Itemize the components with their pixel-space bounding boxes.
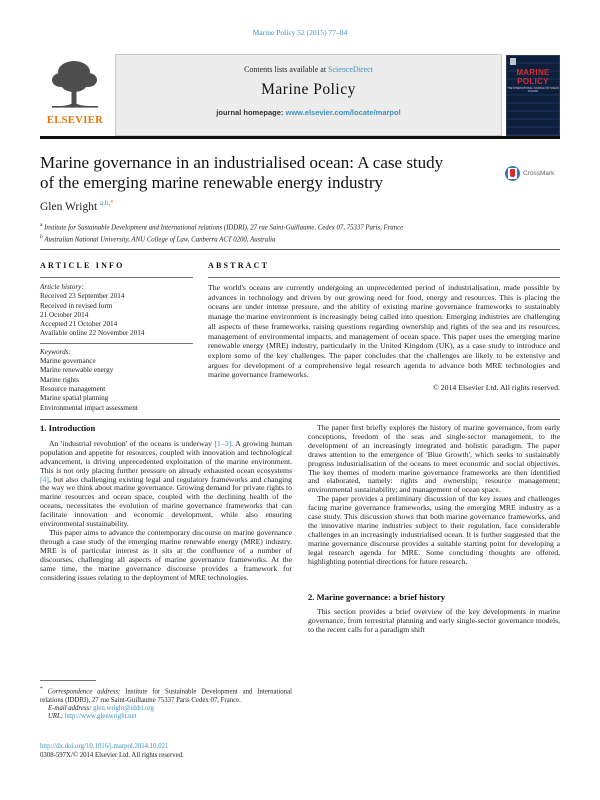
journal-homepage-line [116, 108, 501, 117]
crossmark-label: CrossMark [523, 169, 555, 177]
cover-title-line2: POLICY [517, 77, 549, 86]
journal-header [40, 54, 560, 136]
section-2-paragraph-1: This section provides a brief overview of the key developments in marine governance, from terrestrial planning and early single-sector governance models, to the recent calls for a paradigm shift [308, 607, 560, 635]
intro-p1-text: An 'industrial revolution' of the oceans is underway [49, 438, 215, 448]
affiliation-a [40, 221, 403, 233]
article-info-divider [40, 343, 193, 344]
article-title-line1: Marine governance in an industrialised ocean: A case study [40, 153, 444, 172]
abstract-bottom-rule [40, 419, 560, 420]
header-divider [40, 136, 560, 139]
author-url-link[interactable]: http://www.glenwright.net [64, 713, 137, 721]
abstract-heading: ABSTRACT [208, 261, 270, 270]
homepage-label: journal homepage: [216, 108, 286, 117]
body-right-column [308, 424, 560, 635]
article-info-heading: ARTICLE INFO [40, 261, 125, 270]
footnote-star: * [40, 686, 43, 692]
article-title [40, 153, 500, 193]
body-left-column [40, 424, 292, 582]
keyword-item: Marine spatial planning [40, 394, 109, 403]
history-item: Available online 22 November 2014 [40, 329, 145, 338]
elsevier-logo[interactable] [40, 56, 110, 136]
affiliation-a-text: Institute for Sustainable Development and International relations (IDDRI), 27 rue Saint-Guillaume, Cedex 07, 75337 Paris, France [42, 224, 404, 232]
intro-paragraph-2: This paper aims to advance the contemporary discourse on marine governance through a case study of the emerging marine renewable energy (MRE) industry. MRE is of particular interest as it sits at the confluence of a number of discourses, challenging all aspects of marine governance frameworks. At the same time, the marine governance discourse provides a framework for considering issues relating to the deployment of MRE technologies. [40, 527, 292, 582]
sciencedirect-link[interactable]: ScienceDirect [328, 65, 373, 74]
cover-publisher-mark [510, 58, 516, 65]
article-info-block [40, 283, 195, 413]
affiliations [40, 221, 403, 245]
correspondence-text: Institute for Sustainable Development and International relations (IDDRI), 27 rue Saint-Guillaume 75337 Paris Cedex 07, France. [40, 688, 292, 704]
section-2-heading: 2. Marine governance: a brief history [308, 591, 445, 602]
history-item: Accepted 21 October 2014 [40, 320, 118, 329]
article-info-heading-rule [40, 277, 193, 278]
history-item: Received in revised form [40, 301, 113, 310]
affiliation-b [40, 233, 403, 245]
doi-link[interactable]: http://dx.doi.org/10.1016/j.marpol.2014.10.021 [40, 743, 169, 750]
url-label: URL: [48, 713, 65, 721]
affiliation-a-sup: a [40, 222, 43, 228]
keywords-label: Keywords: [40, 347, 71, 356]
crossmark-icon [505, 166, 520, 181]
affiliation-b-sup: b [40, 233, 43, 240]
email-label: E-mail address: [48, 705, 94, 713]
email-line [40, 705, 292, 713]
issn-copyright-line: 0308-597X/© 2014 Elsevier Ltd. All rights reserved. [40, 752, 184, 759]
affiliation-b-text: Australian National University, ANU College of Law, Canberra ACT 0200, Australia [42, 236, 276, 244]
author-correspondence-sup[interactable]: * [110, 199, 114, 207]
author-name: Glen Wright [40, 200, 98, 213]
article-title-line2: of the emerging marine renewable energy industry [40, 173, 384, 192]
citation-link-1-3[interactable]: [1–3] [214, 438, 232, 448]
email-link[interactable]: glen.wright@iddri.org [93, 705, 154, 713]
intro-paragraph-1 [40, 440, 292, 529]
history-item: 21 October 2014 [40, 310, 89, 319]
cover-title [507, 68, 559, 86]
intro-p1-text: . A growing human population and appetite for resources, coupled with innovation and technological advancement, is driving unprecedented exploitation of the marine environment. This is not only placing further pressure on already exhausted ocean ecosystems [40, 438, 293, 475]
elsevier-tree-icon [48, 56, 102, 112]
footnote-rule [40, 680, 96, 681]
correspondence-footnote [40, 680, 292, 722]
abstract-copyright: © 2014 Elsevier Ltd. All rights reserved. [432, 383, 560, 393]
abstract-text: The world's oceans are currently undergoing an unprecedented period of industrialisation, made possible by advances in technology and driven by our growing need for food, energy and resources. This is placing the oceans are under intense pressure, and the ability of existing marine governance frameworks to sustainably manage the marine environment is increasingly being called into question. Emerging industries are challenging all aspects of these frameworks, raising questions regarding ownership and rights of the sea and its resources, management of environmental impacts, and management of ocean space. This paper uses the emerging marine renewable energy (MRE) industry, particularly in the United Kingdom (UK), as a case study to introduce and explore some of the key challenges. The paper concludes that the challenges are likely to be extensive and argues for development of a comprehensive legal research agenda to advance both MRE technologies and marine governance frameworks. [208, 283, 560, 380]
journal-title: Marine Policy [261, 81, 356, 98]
history-item: Received 23 September 2014 [40, 292, 125, 301]
contents-prefix: Contents lists available at [244, 65, 329, 74]
url-line [40, 713, 292, 721]
journal-cover-thumbnail[interactable] [506, 55, 560, 136]
correspondence-label: Correspondence address: [42, 688, 126, 696]
intro-p1-text: , but also challenging existing legal and regulatory frameworks and changing the way we think about marine governance. Growing demand for private rights to marine resources and ocean space, coupled with the declining health of the oceans, necessitates the evolution of marine governance frameworks that can facilitate innovation and economic development, while also ensuring environmental sustainability. [40, 474, 292, 529]
keyword-item: Marine rights [40, 375, 79, 384]
crossmark-badge[interactable] [505, 161, 567, 185]
author-line [40, 199, 114, 213]
abstract-block [208, 283, 560, 393]
abstract-heading-rule [208, 277, 560, 278]
article-footer [40, 742, 184, 760]
elsevier-logo-text: ELSEVIER [46, 115, 104, 126]
cover-subtitle: THE INTERNATIONAL JOURNAL OF OCEAN AFFAIRS [507, 87, 559, 93]
journal-banner [115, 54, 502, 136]
journal-reference: Marine Policy 52 (2015) 77–84 [252, 28, 348, 37]
author-affiliation-sup: a,b, [100, 199, 111, 207]
citation-link-4[interactable]: [4] [40, 474, 49, 484]
article-history-label: Article history: [40, 283, 84, 291]
crossmark-icon-mark [510, 169, 515, 177]
cover-title-line1: MARINE [516, 68, 550, 77]
correspondence-line [40, 685, 292, 705]
keyword-item: Environmental impact assessment [40, 403, 138, 412]
meta-top-rule [40, 249, 560, 250]
journal-homepage-link[interactable]: www.elsevier.com/locate/marpol [285, 108, 401, 117]
right-paragraph-1: The paper first briefly explores the history of marine governance, from early conceptions, freedom of the seas and single-sector management, to the development of an increasingly integrated and holistic paradigm. The paper draws attention to the emergence of 'Blue Growth', which seeks to sustainably progress industrialisation of the oceans to meet economic and social objectives. The key themes of modern marine governance frameworks are then identified and elaborated, namely: rights and ownership; resource management; environmental sustainability; and management of ocean space. [308, 423, 560, 495]
keyword-item: Marine renewable energy [40, 366, 114, 375]
keyword-item: Resource management [40, 384, 106, 393]
contents-list-line [116, 65, 501, 74]
section-1-heading: 1. Introduction [40, 423, 96, 433]
keyword-item: Marine governance [40, 357, 96, 366]
right-paragraph-2: The paper provides a preliminary discussion of the key issues and challenges facing marine governance frameworks, using the emerging MRE industry as a case study. This discussion shows that both marine governance frameworks, and the innovative marine industries subject to their regulation, face considerable challenges in an increasingly industrialised ocean. It is further suggested that the marine governance discourse provides a suitable starting point for developing a legal research agenda for MRE. Some concluding thoughts are offered, highlighting potential directions for future research. [308, 494, 560, 566]
